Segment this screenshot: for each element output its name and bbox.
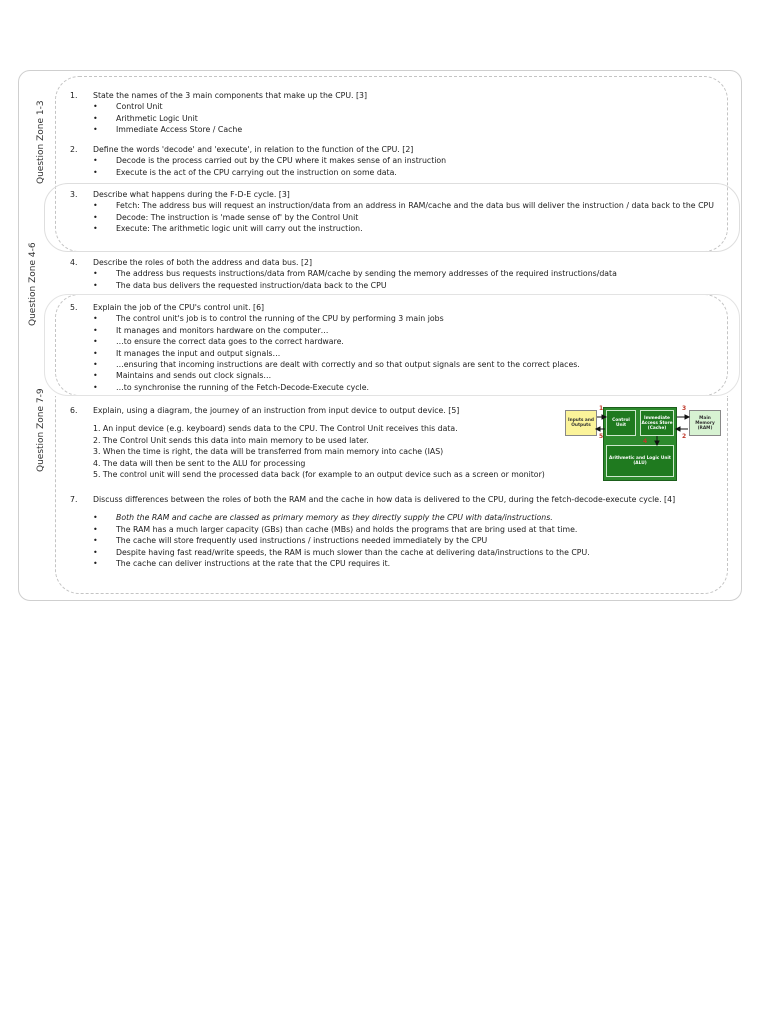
question-title: Describe the roles of both the address and data bus. [2] [93, 258, 313, 267]
answer-bullet: • …ensuring that incoming instructions are dealt with correctly and so that output signals are sent to the correct places. [70, 359, 720, 370]
control-unit-box: Control Unit [606, 410, 636, 436]
question-6 [70, 405, 560, 480]
question-title: Define the words 'decode' and 'execute', in relation to the function of the CPU. [2] [93, 145, 414, 154]
question-number: 4. [70, 258, 78, 267]
answer-bullet: • Execute is the act of the CPU carrying out the instruction on some data. [70, 167, 720, 178]
answer-bullet: • The control unit's job is to control the running of the CPU by performing 3 main jobs [70, 313, 720, 324]
question-2 [70, 144, 720, 178]
answer-list [70, 313, 720, 393]
question-title: Discuss differences between the roles of both the RAM and the cache in how data is delivered to the CPU, during the fetch-decode-execute cycle. [4] [93, 495, 676, 504]
answer-step: 3. When the time is right, the data will be transferred from main memory into cache (IAS) [93, 447, 444, 457]
answer-bullet: • The cache will store frequently used instructions / instructions needed immediately by the CPU [70, 535, 720, 546]
answer-bullet: • Control Unit [70, 101, 720, 112]
answer-step: 1. An input device (e.g. keyboard) sends data to the CPU. The Control Unit receives this data. [93, 424, 458, 434]
answer-bullet: • Maintains and sends out clock signals… [70, 370, 720, 381]
answer-list [70, 200, 720, 234]
answer-list [70, 101, 720, 135]
question-3 [70, 189, 720, 235]
answer-bullet: • It manages the input and output signals… [70, 348, 720, 359]
arrow-label-3: 3 [682, 405, 687, 412]
question-number: 3. [70, 190, 78, 199]
question-7 [70, 494, 720, 569]
answer-bullet: • Decode: The instruction is 'made sense of' by the Control Unit [70, 212, 720, 223]
cache-box: Immediate Access Store (Cache) [640, 410, 674, 436]
answer-step: 4. The data will then be sent to the ALU for processing [93, 458, 306, 468]
answer-bullet: • The data bus delivers the requested instruction/data back to the CPU [70, 280, 720, 291]
question-title: State the names of the 3 main components that make up the CPU. [3] [93, 91, 368, 100]
answer-list [70, 268, 720, 291]
question-title: Explain, using a diagram, the journey of an instruction from input device to output device. [5] [93, 406, 460, 415]
answer-bullet: • Arithmetic Logic Unit [70, 113, 720, 124]
diagram-arrows [565, 405, 725, 485]
cpu-diagram [565, 405, 715, 485]
arrow-label-5: 5 [599, 433, 604, 440]
answer-step: 2. The Control Unit sends this data into main memory to be used later. [93, 435, 369, 445]
alu-box: Arithmetic and Logic Unit (ALU) [606, 445, 674, 477]
question-number: 5. [70, 303, 78, 312]
answer-bullet: • Decode is the process carried out by the CPU where it makes sense of an instruction [70, 155, 720, 166]
question-number: 2. [70, 145, 78, 154]
arrow-label-1: 1 [599, 405, 604, 412]
question-4 [70, 257, 720, 291]
answer-bullet: • …to synchronise the running of the Fetch-Decode-Execute cycle. [70, 382, 720, 393]
answer-bullet: • The RAM has a much larger capacity (GBs) than cache (MBs) and holds the programs that are bring used at that time. [70, 524, 720, 535]
answer-bullet: • Despite having fast read/write speeds, the RAM is much slower than the cache at delivering data/instructions to the CPU. [70, 547, 720, 558]
answer-bullet: • Execute: The arithmetic logic unit will carry out the instruction. [70, 223, 720, 234]
answer-bullet: • The cache can deliver instructions at the rate that the CPU requires it. [70, 558, 720, 569]
ram-box: Main Memory (RAM) [689, 410, 721, 436]
answer-bullet: • Fetch: The address bus will request an instruction/data from an address in RAM/cache and the data bus will deliver the instruction / data back to the CPU [70, 200, 720, 211]
question-number: 6. [70, 406, 78, 415]
answer-step: 5. The control unit will send the processed data back (for example to an output device such as a screen or monitor) [93, 470, 545, 480]
answer-list [70, 155, 720, 178]
question-title: Describe what happens during the F-D-E cycle. [3] [93, 190, 290, 199]
zone-label-4-6: Question Zone 4-6 [28, 242, 38, 326]
question-5 [70, 302, 720, 393]
answer-bullet: • It manages and monitors hardware on the computer… [70, 325, 720, 336]
answer-bullet: • Immediate Access Store / Cache [70, 124, 720, 135]
question-1 [70, 90, 720, 136]
question-number: 7. [70, 495, 78, 504]
answer-bullet: • The address bus requests instructions/data from RAM/cache by sending the memory addresses of the required instructions/data [70, 268, 720, 279]
arrow-label-4: 4 [643, 438, 648, 445]
question-number: 1. [70, 91, 78, 100]
answer-bullet: • Both the RAM and cache are classed as primary memory as they directly supply the CPU with data/instructions. [70, 512, 720, 523]
question-title: Explain the job of the CPU's control unit. [6] [93, 303, 265, 312]
answer-list [70, 512, 720, 569]
zone-label-1-3: Question Zone 1-3 [36, 100, 46, 184]
arrow-label-2: 2 [682, 433, 687, 440]
answer-bullet: • …to ensure the correct data goes to the correct hardware. [70, 336, 720, 347]
zone-label-7-9: Question Zone 7-9 [36, 388, 46, 472]
inputs-outputs-box: Inputs and Outputs [565, 410, 597, 436]
